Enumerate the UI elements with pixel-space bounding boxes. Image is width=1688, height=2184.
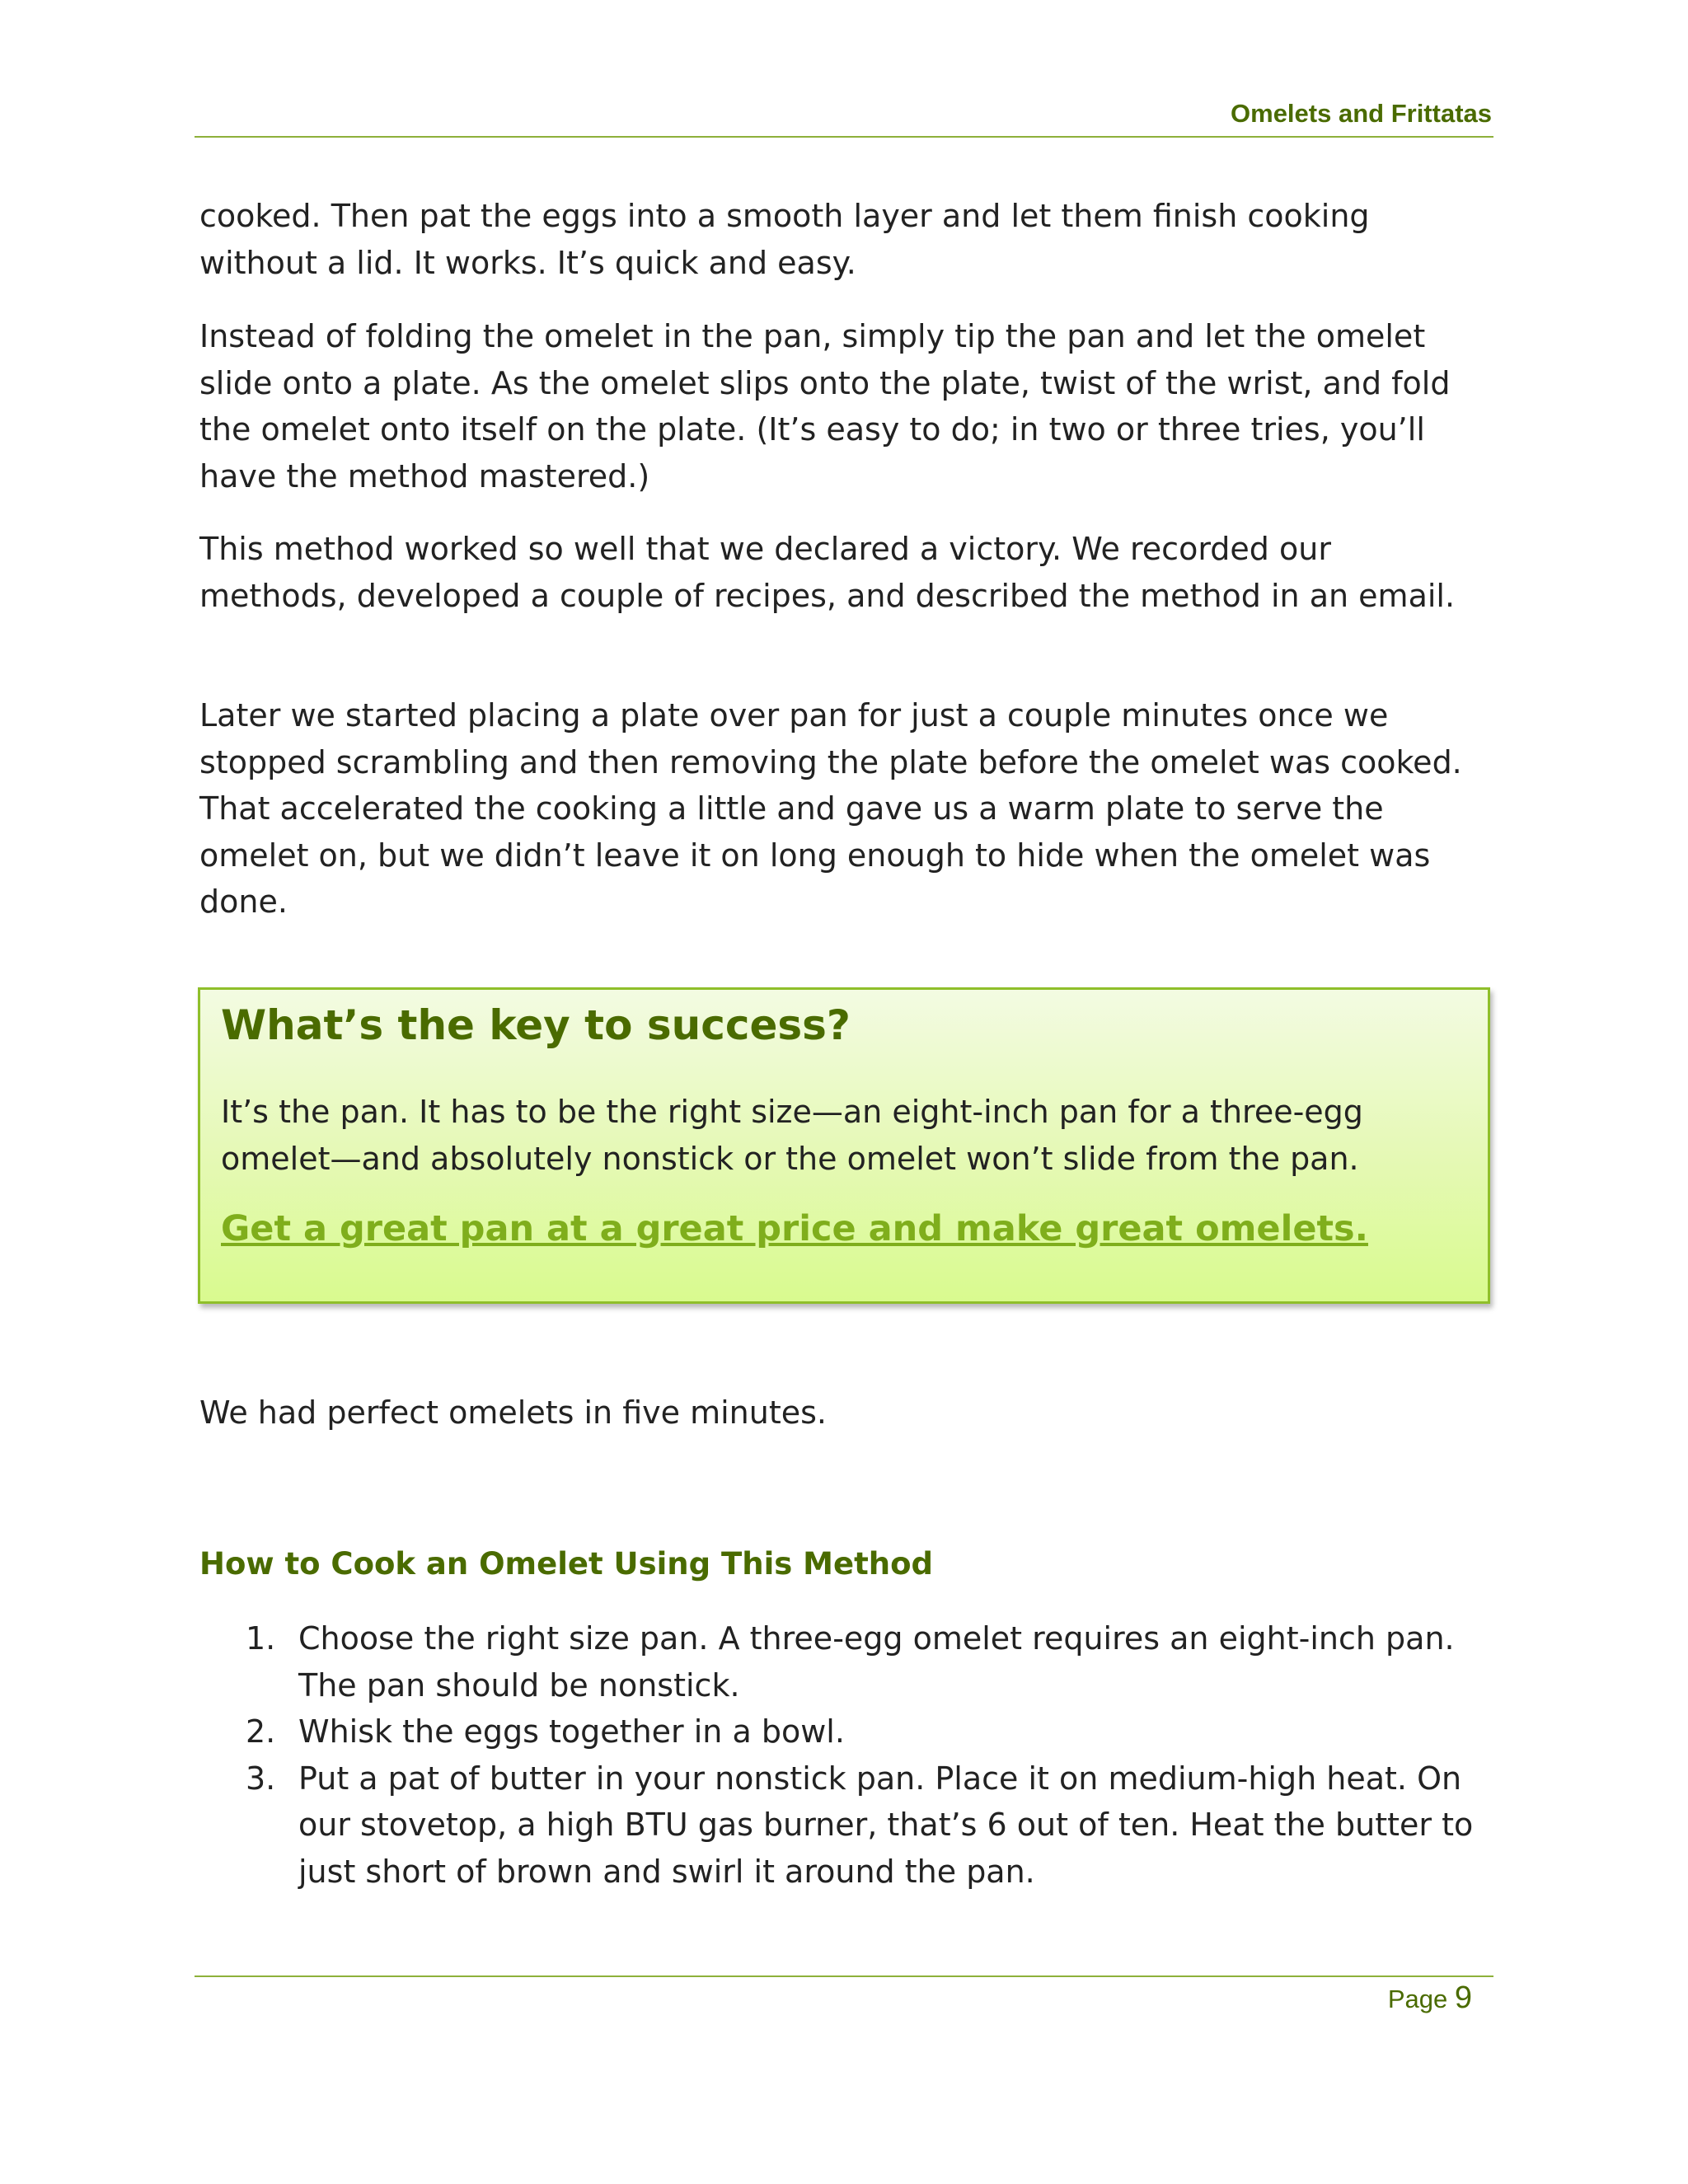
paragraph-1: cooked. Then pat the eggs into a smooth layer and let them finish cooking without a lid. It works. It’s quick and easy. — [199, 198, 1370, 281]
list-item-text: Whisk the eggs together in a bowl. — [298, 1713, 845, 1750]
header-rule — [195, 136, 1493, 138]
great-pan-link[interactable]: Get a great pan at a great price and make great omelets. — [221, 1208, 1368, 1249]
footer-rule — [195, 1975, 1493, 1977]
callout-text: It’s the pan. It has to be the right size—an eight-inch pan for a three-egg omelet—and absolutely nonstick or the omelet won’t slide from the pan. — [221, 1094, 1363, 1177]
list-item-text: Put a pat of butter in your nonstick pan. Place it on medium-high heat. On our stovetop, a high BTU gas burner, that’s 6 out of ten. Heat the butter to just short of brown and swirl it around the pan. — [298, 1760, 1474, 1890]
paragraph-3: This method worked so well that we declared a victory. We recorded our methods, developed a couple of recipes, and described the method in an email. — [199, 531, 1456, 614]
paragraph-4: Later we started placing a plate over pan for just a couple minutes once we stopped scrambling and then removing the plate before the omelet was cooked. That accelerated the cooking a little and gave us a warm plate to serve the omelet on, but we didn’t leave it on long enough to hide when the omelet was done. — [199, 697, 1462, 920]
page-number: 9 — [1454, 1980, 1472, 2015]
key-to-success-callout — [198, 987, 1490, 1304]
callout-title: What’s the key to success? — [221, 1001, 851, 1049]
page-label: Page — [1387, 1985, 1448, 2013]
page-footer — [1388, 1980, 1472, 2016]
steps-list — [199, 1615, 1485, 1895]
list-item-number: 1. — [246, 1620, 276, 1657]
paragraph-after-callout: We had perfect omelets in five minutes. — [199, 1394, 827, 1431]
running-header: Omelets and Frittatas — [1231, 99, 1492, 128]
list-item — [199, 1708, 1485, 1755]
list-item — [199, 1615, 1485, 1708]
list-item-number: 3. — [246, 1760, 276, 1797]
list-item-number: 2. — [246, 1713, 276, 1750]
paragraph-2: Instead of folding the omelet in the pan, simply tip the pan and let the omelet slide onto a plate. As the omelet slips onto the plate, twist of the wrist, and fold the omelet onto itself on the plate. (It’s easy to do; in two or three tries, you’ll have the method mastered.) — [199, 318, 1451, 494]
list-item-text: Choose the right size pan. A three-egg omelet requires an eight-inch pan. The pan should be nonstick. — [298, 1620, 1455, 1704]
list-item — [199, 1755, 1485, 1896]
section-heading: How to Cook an Omelet Using This Method — [199, 1546, 934, 1582]
